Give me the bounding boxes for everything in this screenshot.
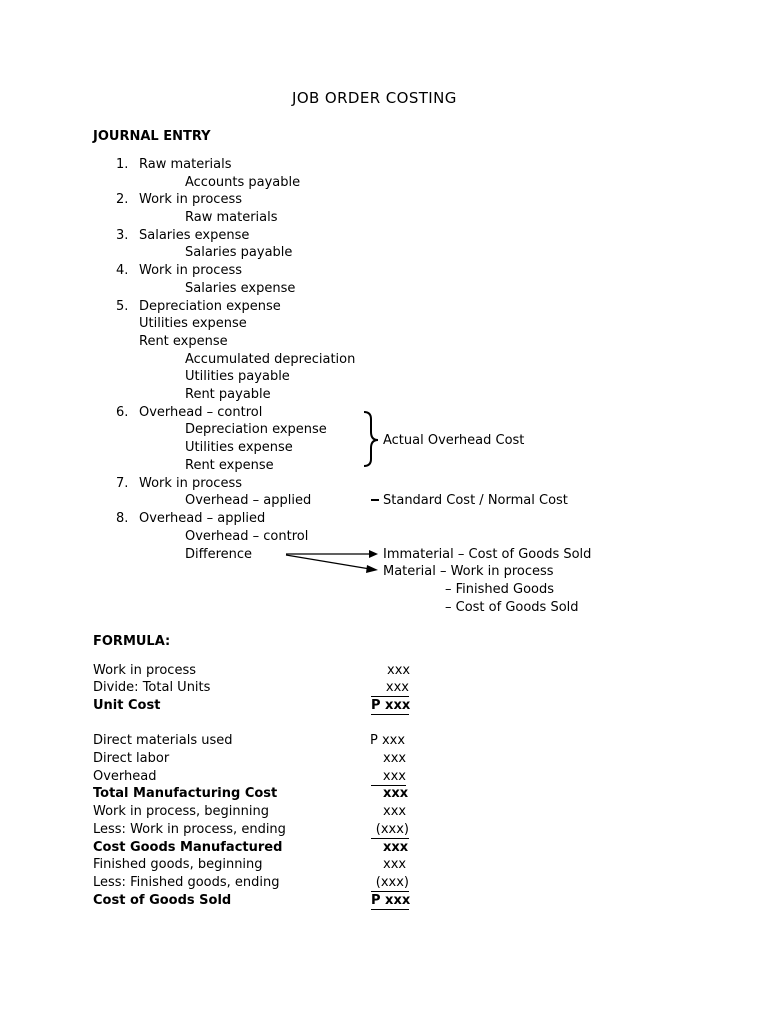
difference-label: Difference	[185, 547, 253, 562]
debit-account: Raw materials	[139, 157, 232, 172]
material-finished-goods-note: – Finished Goods	[445, 582, 555, 597]
entry-number: 2.	[116, 192, 129, 207]
formula-label: Cost Goods Manufactured	[93, 840, 283, 855]
standard-cost-note: Standard Cost / Normal Cost	[383, 493, 568, 508]
formula-heading: FORMULA:	[93, 634, 171, 649]
entry-number: 3.	[116, 228, 129, 243]
credit-account: Salaries payable	[185, 245, 293, 260]
credit-account: Depreciation expense	[185, 422, 327, 437]
formula-value: xxx	[383, 751, 407, 766]
debit-account: Work in process	[139, 192, 242, 207]
overhead-brace	[364, 412, 378, 466]
formula-value: P xxx	[370, 733, 406, 748]
credit-account: Raw materials	[185, 210, 278, 225]
formula-label: Direct materials used	[93, 733, 233, 748]
debit-account: Work in process	[139, 476, 242, 491]
debit-account: Utilities expense	[139, 316, 247, 331]
immaterial-arrowhead	[369, 550, 378, 558]
material-cogs-note: – Cost of Goods Sold	[445, 600, 579, 615]
formula-value: P xxx	[371, 698, 411, 713]
formula-label: Cost of Goods Sold	[93, 893, 232, 908]
formula-value: xxx	[387, 663, 411, 678]
debit-account: Depreciation expense	[139, 299, 281, 314]
credit-account: Rent payable	[185, 387, 271, 402]
formula-label: Overhead	[93, 769, 157, 784]
entry-number: 6.	[116, 405, 129, 420]
formula-value: xxx	[383, 857, 407, 872]
formula-value: xxx	[371, 768, 406, 786]
formula-value: xxx	[383, 786, 409, 801]
formula-label: Divide: Total Units	[93, 680, 211, 695]
page-title: JOB ORDER COSTING	[292, 89, 457, 107]
formula-value: P xxx	[371, 893, 411, 908]
immaterial-note: Immaterial – Cost of Goods Sold	[383, 547, 592, 562]
credit-account: Overhead – applied	[185, 493, 312, 508]
credit-account: Salaries expense	[185, 281, 296, 296]
debit-account: Salaries expense	[139, 228, 250, 243]
material-arrow	[286, 555, 370, 569]
formula-label: Unit Cost	[93, 698, 161, 713]
formula-label: Finished goods, beginning	[93, 857, 263, 872]
credit-account: Rent expense	[185, 458, 274, 473]
journal-entry-heading: JOURNAL ENTRY	[93, 129, 211, 144]
credit-account: Utilities payable	[185, 369, 290, 384]
credit-account: Accounts payable	[185, 175, 301, 190]
entry-number: 4.	[116, 263, 129, 278]
formula-label: Work in process, beginning	[93, 804, 269, 819]
formula-value: xxx	[371, 679, 409, 697]
formula-value: (xxx)	[371, 874, 409, 892]
entry-number: 1.	[116, 157, 129, 172]
formula-label: Total Manufacturing Cost	[93, 786, 278, 801]
formula-value: xxx	[383, 804, 407, 819]
credit-account: Accumulated depreciation	[185, 352, 356, 367]
entry-number: 8.	[116, 511, 129, 526]
debit-account: Work in process	[139, 263, 242, 278]
material-note: Material – Work in process	[383, 564, 554, 579]
material-arrowhead	[366, 565, 378, 573]
debit-account: Overhead – applied	[139, 511, 266, 526]
formula-label: Less: Work in process, ending	[93, 822, 286, 837]
debit-account: Rent expense	[139, 334, 228, 349]
actual-overhead-note: Actual Overhead Cost	[383, 433, 525, 448]
formula-label: Less: Finished goods, ending	[93, 875, 280, 890]
credit-account: Overhead – control	[185, 529, 309, 544]
formula-label: Direct labor	[93, 751, 170, 766]
formula-value: (xxx)	[371, 821, 409, 839]
formula-label: Work in process	[93, 663, 196, 678]
debit-account: Overhead – control	[139, 405, 263, 420]
entry-number: 5.	[116, 299, 129, 314]
formula-value: xxx	[383, 840, 409, 855]
entry-number: 7.	[116, 476, 129, 491]
credit-account: Utilities expense	[185, 440, 293, 455]
